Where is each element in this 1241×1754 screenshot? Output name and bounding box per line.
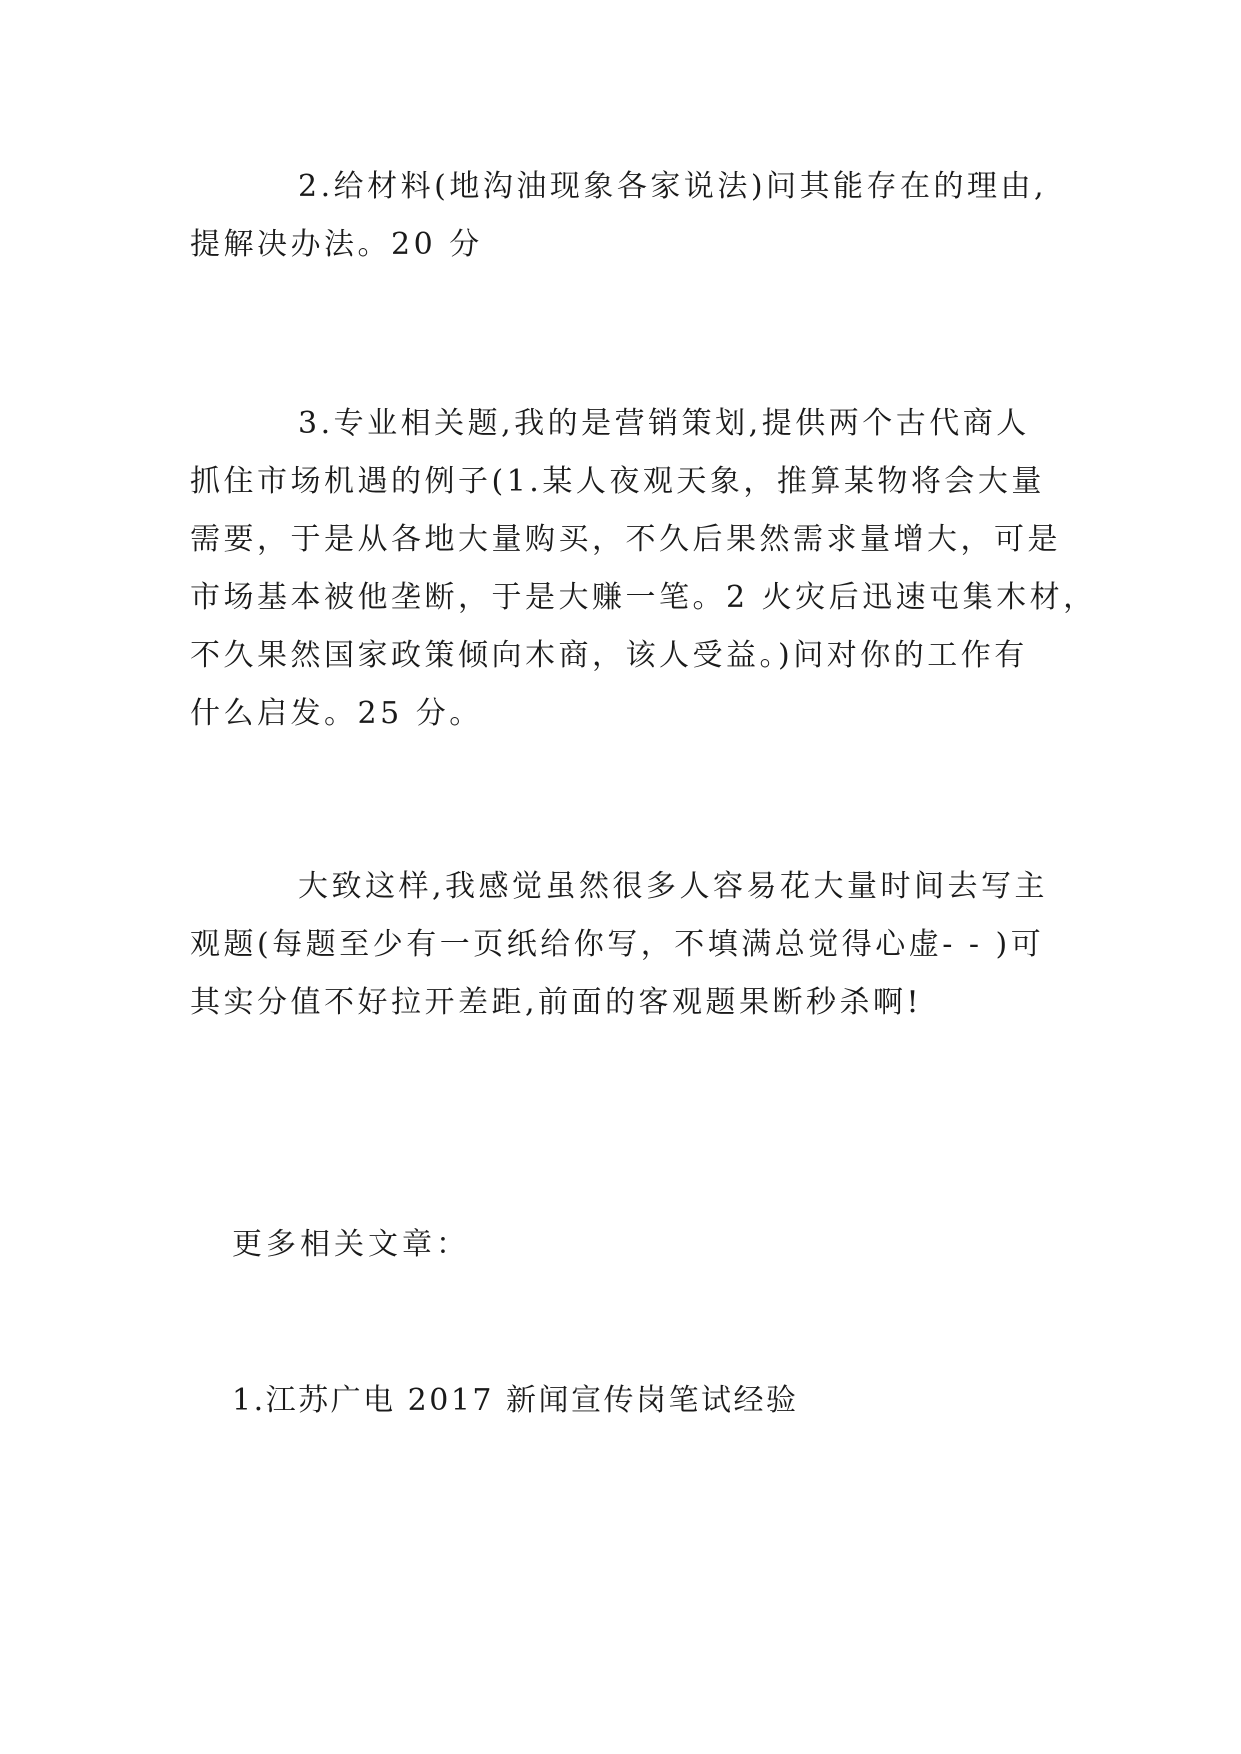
paragraph-line: 大致这样,我感觉虽然很多人容易花大量时间去写主 [298, 869, 1049, 904]
paragraph-line: 市场基本被他垄断，于是大赚一笔。2 火灾后迅速屯集木材， [190, 580, 1097, 615]
related-articles-heading: 更多相关文章： [232, 1227, 470, 1262]
related-article-link[interactable]: 1.江苏广电 2017 新闻宣传岗笔试经验 [232, 1383, 799, 1418]
paragraph-summary [190, 858, 1070, 1032]
paragraph-line: 其实分值不好拉开差距,前面的客观题果断秒杀啊! [190, 985, 923, 1020]
paragraph-line: 提解决办法。20 分 [190, 227, 483, 262]
paragraph-line: 什么启发。25 分。 [190, 696, 483, 731]
paragraph-question-2 [190, 158, 1070, 274]
paragraph-line: 观题(每题至少有一页纸给你写，不填满总觉得心虚- - )可 [190, 927, 1045, 962]
paragraph-line: 抓住市场机遇的例子(1.某人夜观天象，推算某物将会大量 [190, 464, 1045, 499]
paragraph-line: 需要，于是从各地大量购买，不久后果然需求量增大，可是 [190, 522, 1061, 557]
paragraph-line: 3.专业相关题,我的是营销策划,提供两个古代商人 [298, 406, 1030, 441]
paragraph-question-3 [190, 395, 1097, 743]
paragraph-line: 2.给材料(地沟油现象各家说法)问其能存在的理由, [298, 169, 1048, 204]
paragraph-line: 不久果然国家政策倾向木商，该人受益。)问对你的工作有 [190, 638, 1028, 673]
